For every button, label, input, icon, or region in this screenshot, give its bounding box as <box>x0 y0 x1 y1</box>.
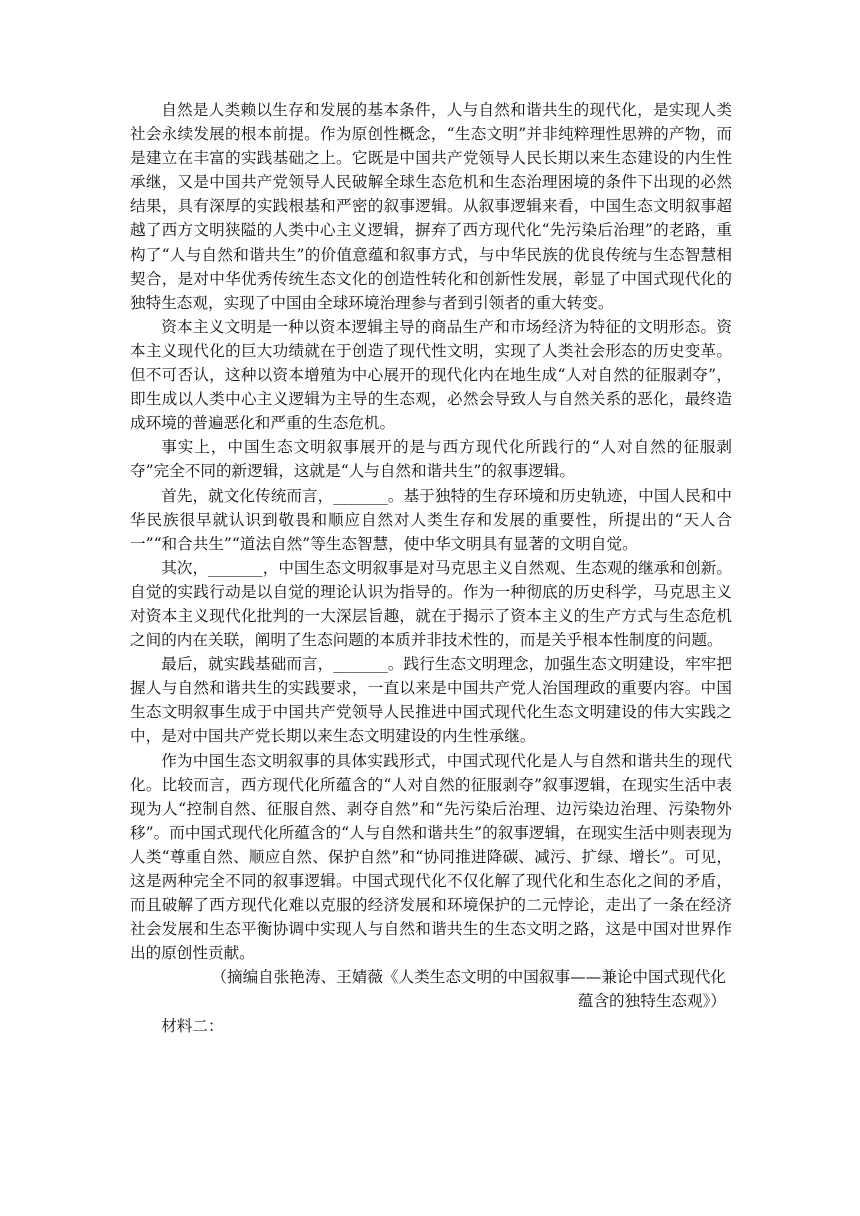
material-two-label: 材料二： <box>161 1016 224 1035</box>
paragraph-7: 作为中国生态文明叙事的具体实践形式，中国式现代化是人与自然和谐共生的现代化。比较而言，西方现代化所蕴含的“人对自然的征服剥夺”叙事逻辑，在现实生活中表现为人“控制自然、征服自然、剥夺自然”和“先污染后治理、边污染边治理、污染物外移”。而中国式现代化所蕴含的“人与自然和谐共生”的叙事逻辑，在现实生活中则表现为人类“尊重自然、顺应自然、保护自然”和“协同推进降碳、减污、扩绿、增长”。可见，这是两种完全不同的叙事逻辑。中国式现代化不仅化解了现代化和生态化之间的矛盾，而且破解了西方现代化难以克服的经济发展和环境保护的二元悖论，走出了一条在经济社会发展和生态平衡协调中实现人与自然和谐共生的生态文明之路，这是中国对世界作出的原创性贡献。 <box>130 751 732 963</box>
citation-line-2: 蕴含的独特生态观》） <box>577 992 726 1011</box>
document-page <box>130 98 732 1038</box>
citation-line-1: （摘编自张艳涛、王婧薇《人类生态文明的中国叙事——兼论中国式现代化 <box>211 968 726 987</box>
paragraph-2: 资本主义文明是一种以资本逻辑主导的商品生产和市场经济为特征的文明形态。资本主义现代化的巨大功绩就在于创造了现代性文明，实现了人类社会形态的历史变革。但不可否认，这种以资本增殖为中心展开的现代化内在地生成“人对自然的征服剥夺”，即生成以人类中心主义逻辑为主导的生态观，必然会导致人与自然关系的恶化，最终造成环境的普遍恶化和严重的生态危机。 <box>130 317 732 433</box>
paragraph-1: 自然是人类赖以生存和发展的基本条件，人与自然和谐共生的现代化，是实现人类社会永续发展的根本前提。作为原创性概念，“生态文明”并非纯粹理性思辨的产物，而是建立在丰富的实践基础之上。它既是中国共产党领导人民长期以来生态建设的内生性承继，又是中国共产党领导人民破解全球生态危机和生态治理困境的条件下出现的必然结果，具有深厚的实践根基和严密的叙事逻辑。从叙事逻辑来看，中国生态文明叙事超越了西方文明狭隘的人类中心主义逻辑，摒弃了西方现代化“先污染后治理”的老路，重构了“人与自然和谐共生”的价值意蕴和叙事方式，与中华民族的优良传统与生态智慧相契合，是对中华优秀传统生态文化的创造性转化和创新性发展，彰显了中国式现代化的独特生态观，实现了中国由全球环境治理参与者到引领者的重大转变。 <box>130 101 732 312</box>
paragraph-5: 其次，_______，中国生态文明叙事是对马克思主义自然观、生态观的继承和创新。自觉的实践行动是以自觉的理论认识为指导的。作为一种彻底的历史科学，马克思主义对资本主义现代化批判的一大深层旨趣，就在于揭示了资本主义的生产方式与生态危机之间的内在关联，阐明了生态问题的本质并非技术性的，而是关乎根本性制度的问题。 <box>130 558 732 650</box>
paragraph-3: 事实上，中国生态文明叙事展开的是与西方现代化所践行的“人对自然的征服剥夺”完全不同的新逻辑，这就是“人与自然和谐共生”的叙事逻辑。 <box>130 438 732 481</box>
paragraph-6: 最后，就实践基础而言，_______。践行生态文明理念，加强生态文明建设，牢牢把握人与自然和谐共生的实践要求，一直以来是中国共产党人治国理政的重要内容。中国生态文明叙事生成于中国共产党领导人民推进中国式现代化生态文明建设的伟大实践之中，是对中国共产党长期以来生态文明建设的内生性承继。 <box>130 655 732 746</box>
paragraph-4: 首先，就文化传统而言，_______。基于独特的生存环境和历史轨迹，中国人民和中华民族很早就认识到敬畏和顺应自然对人类生存和发展的重要性，所提出的“天人合一”“和合共生”“道法自然”等生态智慧，使中华文明具有显著的文明自觉。 <box>130 486 732 553</box>
